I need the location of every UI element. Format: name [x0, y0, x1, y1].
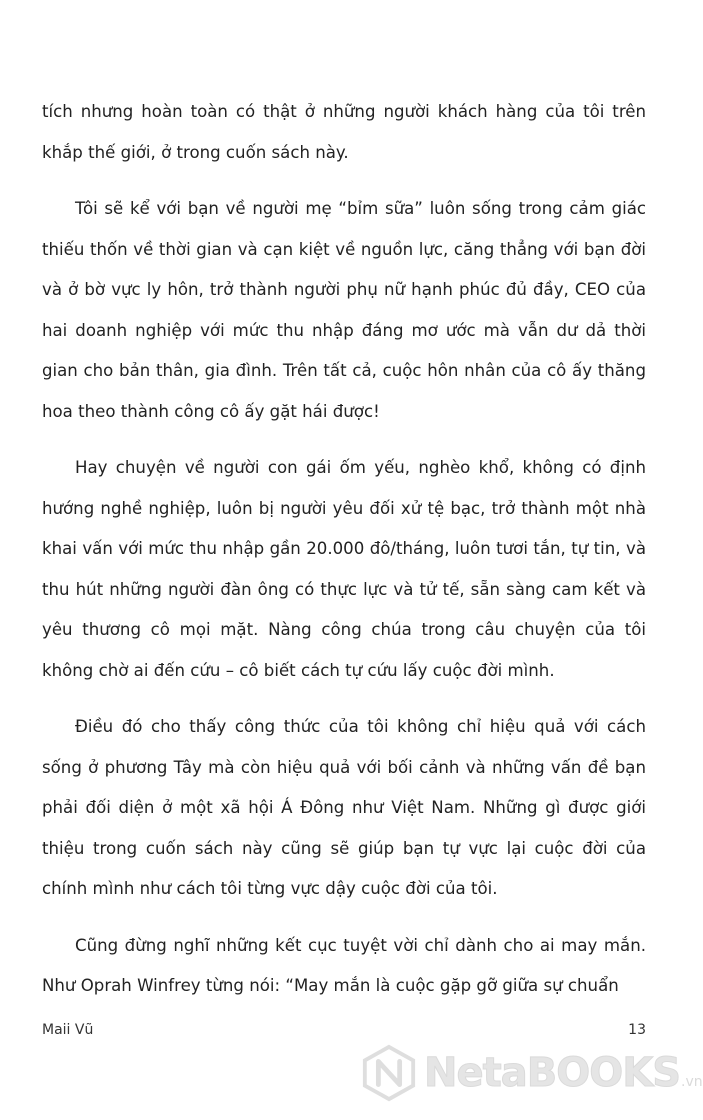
- paragraph: Hay chuyện về người con gái ốm yếu, nghèo khổ, không có định hướng nghề nghiệp, luôn bị người yêu đối xử tệ bạc, trở thành một nhà khai vấn với mức thu nhập gần 20.000 đô/tháng, luôn tươi tắn, tự tin, và thu hút những người đàn ông có thực lực và tử tế, sẵn sàng cam kết và yêu thương cô mọi mặt. Nàng công chúa trong câu chuyện của tôi không chờ ai đến cứu – cô biết cách tự cứu lấy cuộc đời mình.: [42, 458, 646, 680]
- footer-author: Maii Vũ: [42, 1022, 94, 1038]
- watermark-brand: NetaBOOKS: [424, 1050, 681, 1096]
- watermark: [360, 1040, 703, 1106]
- paragraph: Điều đó cho thấy công thức của tôi không chỉ hiệu quả với cách sống ở phương Tây mà còn hiệu quả với bối cảnh và những vấn đề bạn phải đối diện ở một xã hội Á Đông như Việt Nam. Những gì được giới thiệu trong cuốn sách này cũng sẽ giúp bạn tự vực lại cuộc đời của chính mình như cách tôi từng vực dậy cuộc đời của tôi.: [42, 717, 646, 898]
- paragraph-continuation: tích nhưng hoàn toàn có thật ở những người khách hàng của tôi trên khắp thế giới, ở trong cuốn sách này.: [42, 102, 646, 162]
- watermark-suffix: .vn: [681, 1074, 703, 1090]
- netabooks-logo-icon: [360, 1044, 418, 1102]
- watermark-text: [424, 1050, 703, 1096]
- page-body: [42, 92, 646, 1023]
- paragraph: Cũng đừng nghĩ những kết cục tuyệt vời chỉ dành cho ai may mắn. Như Oprah Winfrey từng nói: “May mắn là cuộc gặp gỡ giữa sự chuẩn: [42, 935, 646, 995]
- paragraph: Tôi sẽ kể với bạn về người mẹ “bỉm sữa” luôn sống trong cảm giác thiếu thốn về thời gian và cạn kiệt về nguồn lực, căng thẳng với bạn đời và ở bờ vực ly hôn, trở thành người phụ nữ hạnh phúc đủ đầy, CEO của hai doanh nghiệp với mức thu nhập đáng mơ ước mà vẫn dư dả thời gian cho bản thân, gia đình. Trên tất cả, cuộc hôn nhân của cô ấy thăng hoa theo thành công cô ấy gặt hái được!: [42, 199, 646, 421]
- page-number: 13: [628, 1022, 646, 1038]
